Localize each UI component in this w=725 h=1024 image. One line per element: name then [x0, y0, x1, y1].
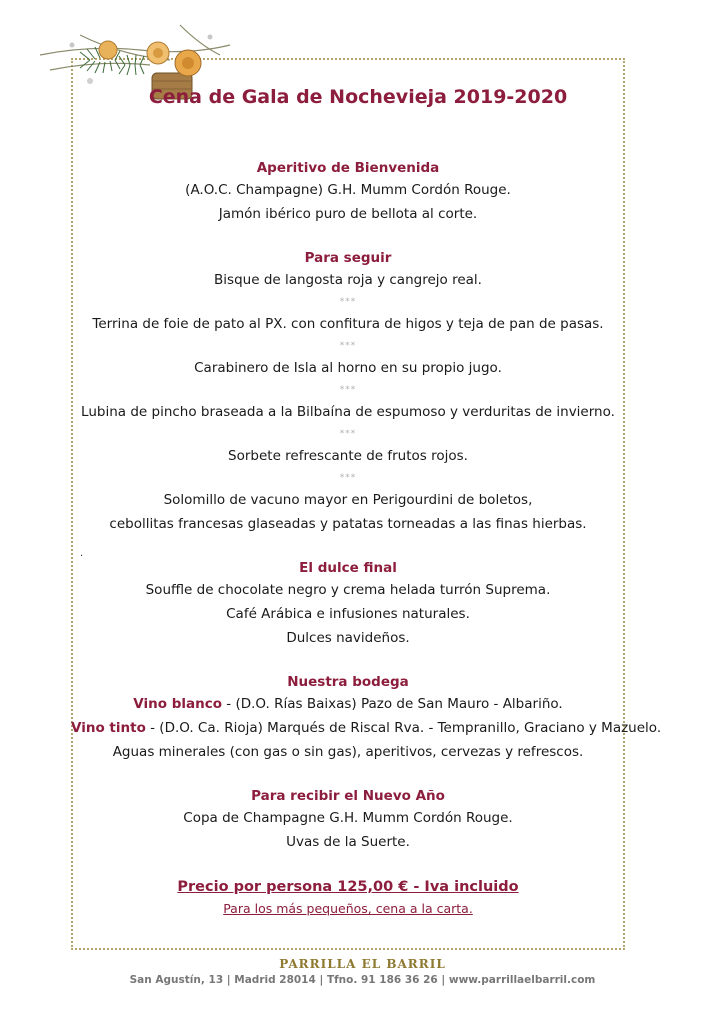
section-para-seguir	[71, 248, 625, 536]
section-title-aperitivo: Aperitivo de Bienvenida	[256, 160, 440, 176]
wine-red-label: Vino tinto	[71, 720, 146, 736]
menu-item: (A.O.C. Champagne) G.H. Mumm Cordón Rouge.	[185, 182, 511, 198]
menu-item: Souffle de chocolate negro y crema helada turrón Suprema.	[145, 582, 551, 598]
menu-item: Sorbete refrescante de frutos rojos.	[228, 448, 468, 464]
section-nuevo-ano	[71, 786, 625, 854]
section-title-bodega: Nuestra bodega	[287, 674, 409, 690]
wine-white-label: Vino blanco	[133, 696, 223, 712]
wine-white-line	[71, 692, 625, 716]
separator: ***	[339, 341, 357, 351]
separator: ***	[339, 385, 357, 395]
menu-item: Dulces navideños.	[286, 630, 410, 646]
menu-item: Café Arábica e infusiones naturales.	[226, 606, 470, 622]
menu-item: Carabinero de Isla al horno en su propio jugo.	[194, 360, 502, 376]
section-bodega	[71, 672, 662, 764]
wine-red-line	[71, 716, 662, 740]
wine-white-text: - (D.O. Rías Baixas) Pazo de San Mauro - Albariño.	[222, 696, 563, 712]
menu-item: Terrina de foie de pato al PX. con confitura de higos y teja de pan de pasas.	[92, 316, 604, 332]
section-title-para-seguir: Para seguir	[304, 250, 392, 266]
menu-item: Uvas de la Suerte.	[286, 834, 410, 850]
section-title-dulce-final: El dulce final	[299, 560, 397, 576]
section-aperitivo	[71, 158, 625, 226]
menu-item: Copa de Champagne G.H. Mumm Cordón Rouge.	[183, 810, 513, 826]
menu-item: Solomillo de vacuno mayor en Perigourdini de boletos,	[163, 492, 533, 508]
price-line: Precio por persona 125,00 € - Iva incluido	[177, 879, 519, 895]
footer-restaurant-name: PARRILLA EL BARRIL	[279, 957, 446, 971]
menu-item: Jamón ibérico puro de bellota al corte.	[218, 206, 478, 222]
footer-contact-info: San Agustín, 13 | Madrid 28014 | Tfno. 91 186 36 26 | www.parrillaelbarril.com	[129, 974, 596, 986]
menu-body	[71, 158, 662, 920]
price-note: Para los más pequeños, cena a la carta.	[223, 901, 473, 916]
separator: ***	[339, 473, 357, 483]
separator: ***	[339, 429, 357, 439]
menu-item: cebollitas francesas glaseadas y patatas torneadas a las finas hierbas.	[109, 516, 587, 532]
wine-red-text: - (D.O. Ca. Rioja) Marqués de Riscal Rva. - Tempranillo, Graciano y Mazuelo.	[145, 720, 662, 736]
section-dulce-final	[71, 558, 625, 650]
section-title-nuevo-ano: Para recibir el Nuevo Año	[251, 788, 445, 804]
menu-item: Lubina de pincho braseada a la Bilbaína de espumoso y verduritas de invierno.	[81, 404, 615, 420]
page-title: Cena de Gala de Nochevieja 2019-2020	[148, 86, 568, 108]
menu-item: Aguas minerales (con gas o sin gas), aperitivos, cervezas y refrescos.	[112, 744, 584, 760]
stray-dot: .	[80, 548, 84, 559]
menu-item: Bisque de langosta roja y cangrejo real.	[214, 272, 482, 288]
separator: ***	[339, 297, 357, 307]
